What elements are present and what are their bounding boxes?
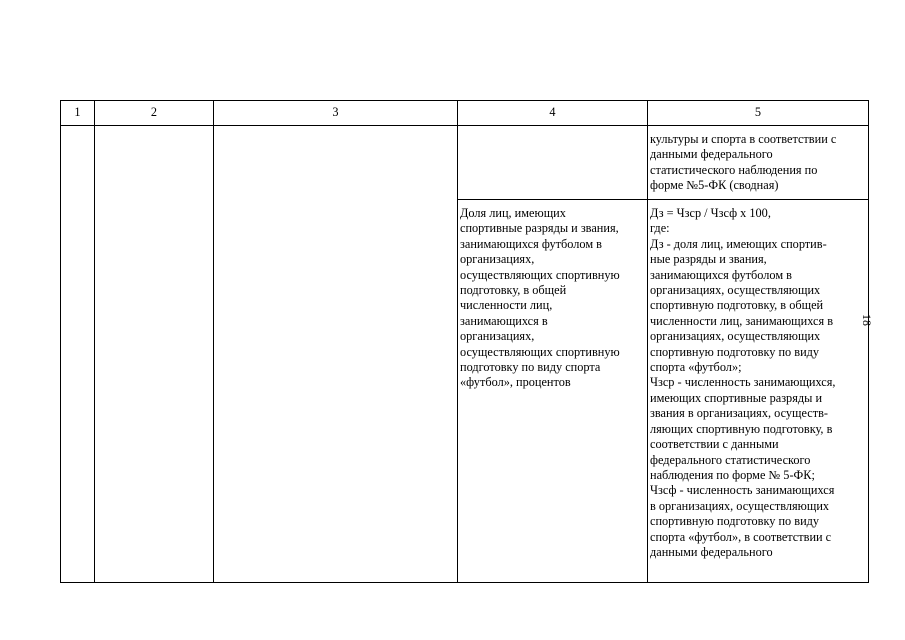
formula-cell [648, 200, 869, 583]
cell-col2 [95, 126, 214, 583]
indicator-name-text: Доля лиц, имеющих спортивные разряды и звания, занимающихся футболом в организациях, осуществляющих спортивную подготовку, в общей численности лиц, занимающихся в организациях, осуществляющих спортивную подготовку по виду спорта «футбол», процентов [460, 206, 620, 390]
cell-col5 [648, 126, 869, 200]
page-number: 18 [860, 314, 874, 326]
header-cell-1: 1 [61, 101, 95, 126]
data-table [60, 100, 869, 583]
cell-col3 [214, 126, 458, 583]
table-row [61, 126, 869, 200]
cell-col1 [61, 126, 95, 583]
table-header-row [61, 101, 869, 126]
cell-col4 [458, 126, 648, 200]
indicator-name-cell [458, 200, 648, 583]
formula-text: Дз = Чзср / Чзсф x 100, где: Дз - доля лиц, имеющих спортив- ные разряды и звания, занимающихся футболом в организациях, осуществляющих спортивную подготовку, в общей численности лиц, занимающихся в организациях, осуществляющих спортивную подготовку по виду спорта «футбол»; Чзср - численность занимающихся, имеющих спортивные разряды и звания в организациях, осуществ- ляющих спортивную подготовку, в соответствии с данными федерального статистического наблюдения по форме № 5-ФК; Чзсф - численность занимающихся в организациях, осуществляющих спортивную подготовку по виду спорта «футбол», в соответствии с данными федерального [650, 206, 836, 559]
header-cell-5: 5 [648, 101, 869, 126]
cell-col5-text: культуры и спорта в соответствии с данными федерального статистического наблюдения по форме №5-ФК (сводная) [650, 132, 837, 193]
header-cell-2: 2 [95, 101, 214, 126]
header-cell-4: 4 [458, 101, 648, 126]
header-cell-3: 3 [214, 101, 458, 126]
